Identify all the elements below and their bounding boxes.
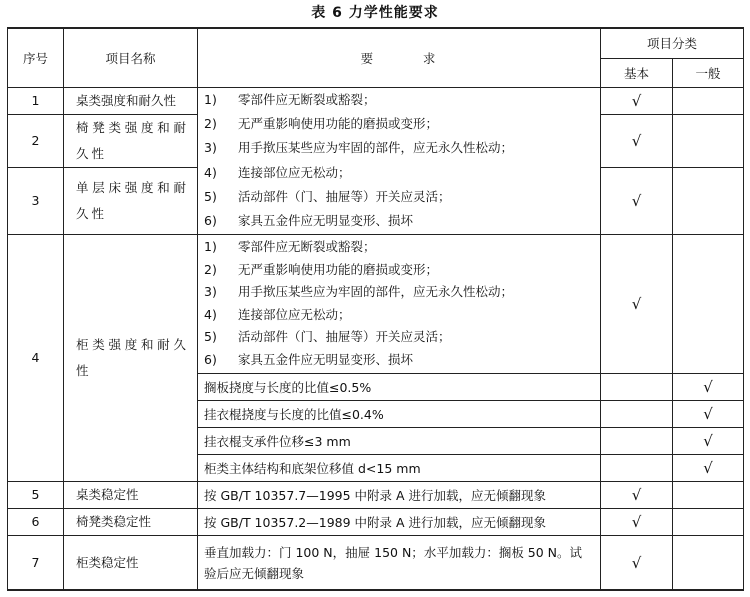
row-2-name: 椅凳类强度和耐久性 [64,114,198,167]
req-number: 1) [204,239,217,255]
req-number: 2) [204,261,217,277]
row-7-name: 柜类稳定性 [64,535,198,590]
req-line [204,185,594,209]
req-line [204,88,594,112]
row-4-extra-3-basic-empty [601,427,673,454]
req-number: 3) [204,284,217,300]
mechanical-requirements-table [7,27,744,591]
row-5-seq: 5 [8,481,64,508]
row-4-name: 柜类强度和耐久性 [64,234,198,481]
row-3-name: 单层床强度和耐久性 [64,167,198,234]
req-number: 3) [204,140,217,156]
req-text: 家具五金件应无明显变形、损坏 [238,352,414,368]
row-4-requirements [198,234,601,373]
req-text: 零部件应无断裂或豁裂； [238,239,376,255]
req-number: 2) [204,115,217,131]
row-4-seq: 4 [8,234,64,481]
row-1-basic-check: √ [601,87,673,114]
row-4-extra-3: 挂衣棍支承件位移≤3 mm [198,427,601,454]
row-4-basic-check: √ [601,234,673,373]
req-line [204,161,594,185]
header-requirement [198,28,601,87]
row-1-seq: 1 [8,87,64,114]
req-text: 用手揿压某些应为牢固的部件，应无永久性松动； [238,284,514,300]
row-6-name: 椅凳类稳定性 [64,508,198,535]
req-text: 用手揿压某些应为牢固的部件，应无永久性松动； [238,140,514,156]
header-basic: 基本 [601,58,673,87]
req-line [204,136,594,160]
row-7-general-empty [673,535,744,590]
row-7-seq: 7 [8,535,64,590]
row-4-extra-2-basic-empty [601,400,673,427]
header-category: 项目分类 [601,28,744,58]
row-5-basic-check: √ [601,481,673,508]
req-line [204,326,594,349]
table-caption: 表 6 力学性能要求 [311,5,439,21]
row-4-extra-1: 搁板挠度与长度的比值≤0.5% [198,373,601,400]
row-2-seq: 2 [8,114,64,167]
req-number: 1) [204,91,217,107]
row-2-basic-check: √ [601,114,673,167]
req-number: 4) [204,306,217,322]
row-4-extra-2: 挂衣棍挠度与长度的比值≤0.4% [198,400,601,427]
row-4-extra-4-general-check: √ [673,454,744,481]
row-4-general-empty [673,234,744,373]
rows-1-3-requirements [198,87,601,234]
row-2-general-empty [673,114,744,167]
row-7-basic-check: √ [601,535,673,590]
req-number: 6) [204,213,217,229]
req-text: 家具五金件应无明显变形、损坏 [238,213,414,229]
header-requirement-text: 要 求 [360,50,438,66]
req-number: 6) [204,352,217,368]
row-5-name: 桌类稳定性 [64,481,198,508]
req-text: 活动部件（门、抽屉等）开关应灵活； [238,189,451,205]
req-line [204,209,594,233]
req-text: 连接部位应无松动； [238,164,351,180]
header-general: 一般 [673,58,744,87]
req-text: 活动部件（门、抽屉等）开关应灵活； [238,329,451,345]
req-text: 无严重影响使用功能的磨损或变形； [238,261,439,277]
row-6-requirement: 按 GB/T 10357.2—1989 中附录 A 进行加载，应无倾翻现象 [198,508,601,535]
row-4-extra-4-basic-empty [601,454,673,481]
row-4-extra-1-general-check: √ [673,373,744,400]
row-1-name: 桌类强度和耐久性 [64,87,198,114]
req-text: 连接部位应无松动； [238,306,351,322]
req-line [204,112,594,136]
req-line [204,304,594,327]
req-line [204,281,594,304]
header-seq: 序号 [8,28,64,87]
row-3-basic-check: √ [601,167,673,234]
req-number: 5) [204,329,217,345]
req-number: 5) [204,189,217,205]
req-number: 4) [204,164,217,180]
row-4-extra-4: 柜类主体结构和底架位移值 d<15 mm [198,454,601,481]
req-line [204,236,594,259]
header-item-name: 项目名称 [64,28,198,87]
req-line [204,259,594,282]
req-text: 无严重影响使用功能的磨损或变形； [238,115,439,131]
row-3-general-empty [673,167,744,234]
req-line [204,349,594,372]
row-4-extra-1-basic-empty [601,373,673,400]
row-6-seq: 6 [8,508,64,535]
row-3-seq: 3 [8,167,64,234]
row-6-basic-check: √ [601,508,673,535]
req-text: 零部件应无断裂或豁裂； [238,91,376,107]
row-5-general-empty [673,481,744,508]
row-6-general-empty [673,508,744,535]
row-4-extra-3-general-check: √ [673,427,744,454]
row-5-requirement: 按 GB/T 10357.7—1995 中附录 A 进行加载，应无倾翻现象 [198,481,601,508]
row-1-general-empty [673,87,744,114]
row-7-requirement: 垂直加载力：门 100 N，抽屉 150 N；水平加载力：搁板 50 N。试验后应无倾翻现象 [198,535,601,590]
row-4-extra-2-general-check: √ [673,400,744,427]
